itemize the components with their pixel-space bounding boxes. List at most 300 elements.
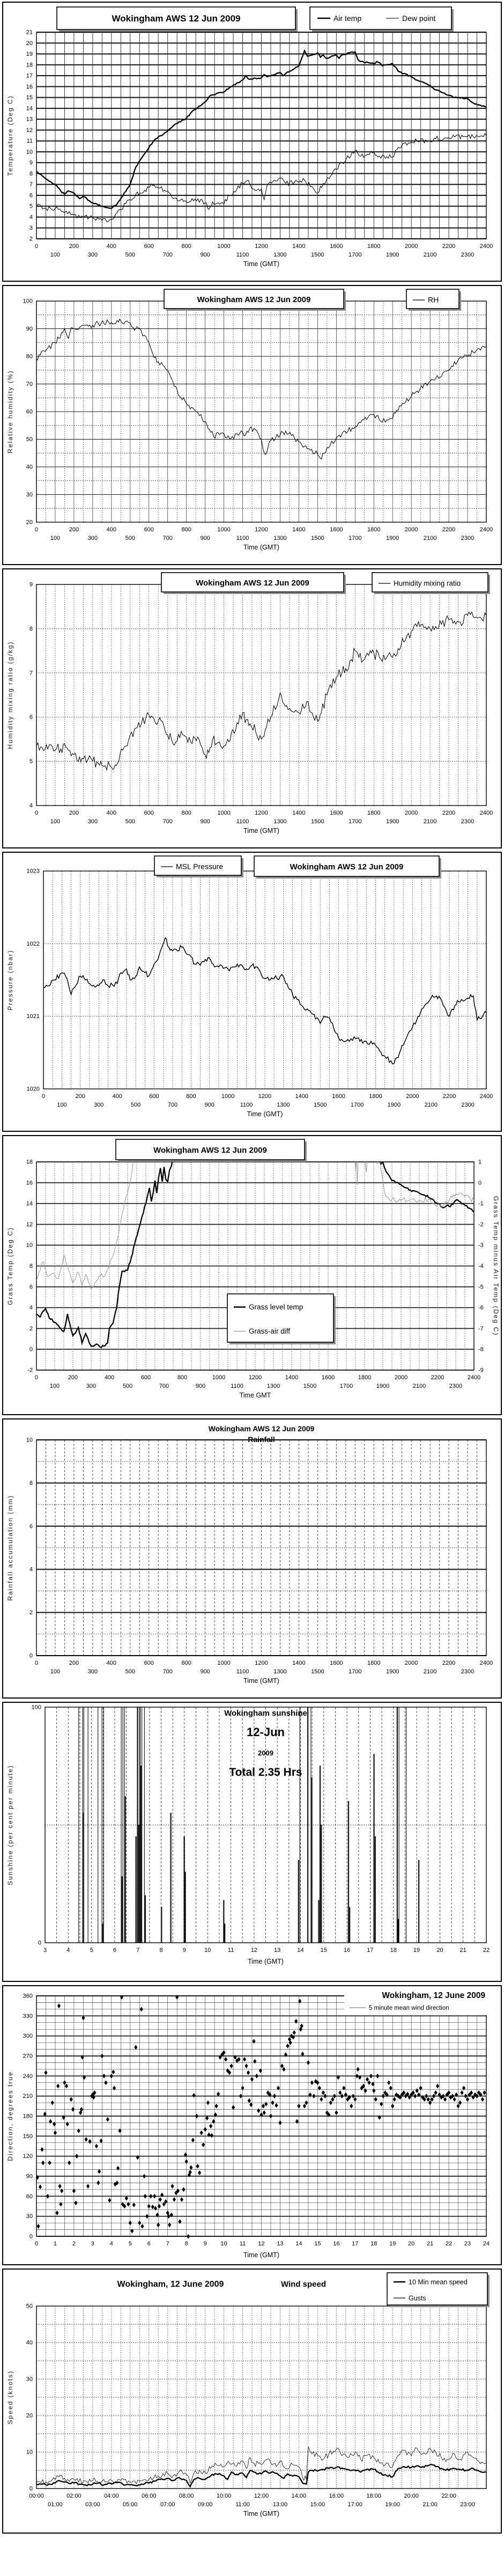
x-axis-tick-label: 0 <box>34 243 39 250</box>
x-axis-tick-label: 400 <box>106 810 117 816</box>
x-axis-tick-label: 1700 <box>349 252 362 258</box>
data-point-diamond <box>59 2202 62 2207</box>
x-axis-tick-label: 100 <box>50 1668 61 1675</box>
x-axis-tick-label: 2300 <box>461 1668 475 1675</box>
data-point-diamond <box>382 2094 385 2098</box>
sunshine-chart-panel <box>2 1702 502 1982</box>
data-point-diamond <box>127 2202 130 2207</box>
x-axis-tick-label: 16:00 <box>329 2493 344 2499</box>
x-axis-tick-label: 1400 <box>285 1374 299 1381</box>
x-axis-tick-label: 0 <box>34 810 39 816</box>
x-axis-tick-label: 400 <box>112 1093 122 1100</box>
y-axis-tick-label: 80 <box>26 353 33 360</box>
data-point-diamond <box>393 2097 396 2102</box>
x-axis-tick-label: 300 <box>86 1383 97 1389</box>
data-point-diamond <box>85 2137 88 2142</box>
data-point-diamond <box>68 2161 71 2165</box>
x-axis-tick-label: 500 <box>125 252 135 258</box>
data-point-diamond <box>206 2101 210 2105</box>
x-axis-tick-label: 1300 <box>273 252 287 258</box>
data-point-diamond <box>391 2104 394 2109</box>
x-axis-tick-label: 1700 <box>350 1102 364 1108</box>
data-point-diamond <box>436 2084 439 2089</box>
x-axis-tick-label: 2100 <box>423 535 437 541</box>
data-point-diamond <box>425 2094 428 2098</box>
x-axis-tick-label: 1100 <box>236 1668 249 1675</box>
x-axis-title: Time (GMT) <box>243 1677 279 1685</box>
data-point-diamond <box>380 2102 383 2106</box>
x-axis-tick-label: 200 <box>69 810 79 816</box>
data-point-diamond <box>282 2067 285 2072</box>
y-axis-right-tick-label: -9 <box>478 1367 484 1374</box>
x-axis-tick-label: 1700 <box>349 535 362 541</box>
x-axis-tick-label: 1100 <box>236 252 249 258</box>
data-point-diamond <box>277 2085 280 2090</box>
x-axis-title: Time (GMT) <box>243 2510 279 2518</box>
x-axis-tick-label: 0 <box>34 2241 39 2247</box>
data-point-diamond <box>352 2094 355 2098</box>
data-point-diamond <box>335 2110 338 2115</box>
chart-title-line: 12-Jun <box>247 1725 285 1739</box>
x-axis-tick-label: 0 <box>34 526 39 533</box>
x-axis-tick-label: 2300 <box>461 535 475 541</box>
data-point-diamond <box>293 2030 296 2035</box>
x-axis-tick-label: 600 <box>144 526 154 533</box>
x-axis-tick-label: 1500 <box>311 818 324 825</box>
x-axis-tick-label: 1900 <box>376 1383 390 1389</box>
x-axis-tick-label: 200 <box>68 1374 78 1381</box>
x-axis-tick-label: 23:00 <box>460 2501 475 2508</box>
y-axis-tick-label: 12 <box>26 127 33 134</box>
y-axis-tick-label: 19 <box>26 51 33 58</box>
data-point-diamond <box>173 2197 176 2202</box>
data-point-diamond <box>458 2101 462 2105</box>
y-axis-tick-label: 90 <box>26 2173 33 2180</box>
y-axis-tick-label: 18 <box>26 1159 33 1166</box>
x-axis-tick-label: 700 <box>159 1383 169 1389</box>
x-axis-title: Time (GMT) <box>243 2251 279 2259</box>
data-point-diamond <box>419 2085 423 2090</box>
y-axis-tick-label: 9 <box>29 159 33 166</box>
x-axis-tick-label: 19 <box>389 2241 396 2247</box>
legend-label: Grass-air diff <box>249 1327 291 1335</box>
x-axis-tick-label: 900 <box>200 818 210 825</box>
y-axis-tick-label: 270 <box>23 2053 33 2060</box>
y-axis-right-tick-label: -4 <box>478 1263 484 1270</box>
x-axis-tick-label: 500 <box>125 535 135 541</box>
data-point-diamond <box>329 2101 332 2105</box>
x-axis-tick-label: 1200 <box>255 810 268 816</box>
y-axis-tick-label: 20 <box>26 519 33 526</box>
wind-speed-chart-panel <box>2 2268 502 2534</box>
x-axis-tick-label: 1600 <box>321 1374 335 1381</box>
chart-title: Wokingham AWS 12 Jun 2009 <box>197 295 311 304</box>
y-axis-tick-label: 16 <box>26 1180 33 1187</box>
x-axis-tick-label: 2300 <box>449 1383 463 1389</box>
data-point-diamond <box>371 2082 374 2087</box>
data-point-diamond <box>481 2097 484 2102</box>
y-axis-title: Sunshine (per cent per minute) <box>6 1765 14 1885</box>
x-axis-tick-label: 18 <box>370 2241 377 2247</box>
legend-label: Grass level temp <box>249 1303 303 1311</box>
data-point-diamond <box>244 2063 248 2068</box>
x-axis-tick-label: 500 <box>125 818 135 825</box>
y-axis-tick-label: 70 <box>26 381 33 387</box>
data-point-diamond <box>294 2019 298 2024</box>
x-axis-tick-label: 2400 <box>479 1093 493 1100</box>
y-axis-tick-label: 5 <box>29 203 33 210</box>
data-point-diamond <box>262 2104 265 2109</box>
y-axis-tick-label: 210 <box>23 2093 33 2100</box>
x-axis-tick-label: 1600 <box>332 1093 345 1100</box>
data-point-diamond <box>286 2044 289 2048</box>
data-point-diamond <box>97 2180 100 2185</box>
x-axis-tick-label: 1600 <box>330 243 343 250</box>
y-axis-title: Rainfall accumulation (mm) <box>6 1495 14 1601</box>
data-point-diamond <box>60 2189 63 2193</box>
data-point-diamond <box>297 2104 300 2109</box>
y-axis-tick-label: 10 <box>26 2449 33 2456</box>
y-axis-tick-label: 1020 <box>26 1086 40 1093</box>
x-axis-title: Time (GMT) <box>243 827 279 835</box>
x-axis-tick-label: 300 <box>87 1668 98 1675</box>
x-axis-tick-label: 1900 <box>386 252 399 258</box>
x-axis-tick-label: 7 <box>136 1947 140 1953</box>
y-axis-tick-label: 4 <box>29 802 33 809</box>
x-axis-tick-label: 900 <box>200 252 210 258</box>
y-axis-tick-label: 7 <box>29 181 33 188</box>
x-axis-tick-label: 400 <box>106 243 117 250</box>
data-point-diamond <box>51 2101 54 2105</box>
x-axis-tick-label: 0 <box>34 1660 39 1666</box>
data-point-diamond <box>149 2194 152 2199</box>
y-axis-tick-label: 240 <box>23 2073 33 2080</box>
x-axis-title: Time (GMT) <box>243 260 279 268</box>
x-axis-tick-label: 400 <box>104 1374 115 1381</box>
data-point-diamond <box>248 2098 251 2103</box>
data-point-diamond <box>72 2189 76 2193</box>
x-axis-tick-label: 03:00 <box>85 2501 100 2508</box>
chart-title: Wokingham AWS 12 Jun 2009 <box>112 13 241 24</box>
data-point-diamond <box>100 2054 103 2059</box>
y-axis-tick-label: 8 <box>29 625 33 632</box>
data-point-diamond <box>372 2088 375 2093</box>
data-point-diamond <box>413 2094 417 2098</box>
x-axis-tick-label: 1700 <box>339 1383 353 1389</box>
x-axis-tick-label: 500 <box>130 1102 141 1108</box>
rainfall-chart-panel <box>2 1418 502 1699</box>
x-axis-tick-label: 2400 <box>479 1660 493 1666</box>
x-axis-tick-label: 21 <box>459 1947 466 1953</box>
x-axis-tick-label: 2100 <box>412 1383 426 1389</box>
data-point-diamond <box>249 2102 253 2107</box>
chart-subtitle: Wind speed <box>280 2280 327 2289</box>
x-axis-tick-label: 200 <box>69 1660 79 1666</box>
x-axis-tick-label: 300 <box>87 818 98 825</box>
legend-label: RH <box>428 295 439 304</box>
x-axis-tick-label: 17 <box>352 2241 359 2247</box>
x-axis-tick-label: 7 <box>166 2241 169 2247</box>
y-axis-tick-label: 1021 <box>26 1013 40 1020</box>
x-axis-tick-label: 18 <box>390 1947 397 1953</box>
data-point-diamond <box>387 2080 390 2085</box>
y-axis-tick-label: 13 <box>26 116 33 123</box>
wind-direction-chart <box>3 1986 501 2264</box>
x-axis-tick-label: 2 <box>72 2241 76 2247</box>
data-point-diamond <box>191 2138 195 2142</box>
y-axis-tick-label: 8 <box>29 170 33 177</box>
data-point-diamond <box>318 2085 321 2090</box>
x-axis-tick-label: 0 <box>34 1374 39 1381</box>
chart-title: Wokingham, 12 June 2009 <box>382 1991 485 2000</box>
x-axis-tick-label: 1000 <box>212 1374 226 1381</box>
y-axis-tick-label: -2 <box>27 1367 33 1374</box>
x-axis-tick-label: 1100 <box>236 818 249 825</box>
data-point-diamond <box>63 2080 66 2085</box>
x-axis-tick-label: 1000 <box>217 243 231 250</box>
x-axis-tick-label: 3 <box>43 1947 47 1953</box>
y-axis-tick-label: 17 <box>26 72 33 79</box>
y-axis-tick-label: 180 <box>23 2113 33 2120</box>
y-axis-title: Grass Temp (Deg C) <box>6 1227 14 1305</box>
data-point-diamond <box>74 2200 77 2205</box>
y-axis-tick-label: 150 <box>23 2133 33 2140</box>
x-axis-tick-label: 1800 <box>367 1660 381 1666</box>
y-axis-right-tick-label: -6 <box>478 1305 484 1312</box>
data-point-diamond <box>130 2229 134 2234</box>
data-point-diamond <box>374 2097 377 2102</box>
data-point-diamond <box>340 2094 344 2098</box>
data-point-diamond <box>118 2128 121 2133</box>
data-point-diamond <box>209 2124 212 2128</box>
data-point-diamond <box>241 2085 244 2090</box>
x-axis-tick-label: 2400 <box>479 243 493 250</box>
x-axis-tick-label: 12 <box>258 2241 265 2247</box>
data-point-diamond <box>269 2114 272 2119</box>
x-axis-tick-label: 800 <box>186 1093 196 1100</box>
x-axis-tick-label: 200 <box>69 243 79 250</box>
data-point-diamond <box>210 2133 213 2138</box>
chart-title-line: Wokingham AWS 12 Jun 2009 <box>208 1424 315 1433</box>
x-axis-tick-label: 1400 <box>292 526 306 533</box>
data-point-diamond <box>432 2094 435 2098</box>
y-axis-tick-label: 0 <box>29 1346 33 1353</box>
y-axis-tick-label: 5 <box>29 758 33 765</box>
y-axis-tick-label: 0 <box>29 2485 33 2492</box>
data-point-diamond <box>187 2234 190 2239</box>
x-axis-tick-label: 1200 <box>255 243 268 250</box>
chart-title: Wokingham AWS 12 Jun 2009 <box>153 1146 267 1155</box>
data-point-diamond <box>182 2187 185 2192</box>
data-point-diamond <box>253 2059 256 2064</box>
x-axis-tick-label: 800 <box>181 1660 191 1666</box>
y-axis-right-tick-label: -5 <box>478 1284 484 1291</box>
x-axis-tick-label: 21 <box>427 2241 434 2247</box>
data-point-diamond <box>88 2139 92 2144</box>
chart-title-line: Rainfall <box>248 1435 275 1444</box>
y-axis-tick-label: 20 <box>26 40 33 47</box>
x-axis-tick-label: 2400 <box>479 810 493 816</box>
y-axis-tick-label: 18 <box>26 62 33 69</box>
data-point-diamond <box>39 2185 42 2190</box>
chart-title-line: 2009 <box>258 1749 273 1757</box>
data-point-diamond <box>350 2104 353 2109</box>
x-axis-tick-label: 1200 <box>255 1660 268 1666</box>
y-axis-tick-label: 11 <box>26 138 33 145</box>
data-point-diamond <box>252 2039 255 2044</box>
data-point-diamond <box>75 2154 78 2158</box>
x-axis-tick-label: 1300 <box>273 818 287 825</box>
data-point-diamond <box>104 2080 107 2085</box>
x-axis-tick-label: 1200 <box>255 526 268 533</box>
data-point-diamond <box>143 2174 146 2179</box>
data-point-diamond <box>168 2222 171 2227</box>
data-point-diamond <box>189 2165 192 2170</box>
x-axis-tick-label: 2100 <box>423 818 437 825</box>
data-point-diamond <box>46 2194 49 2199</box>
data-point-diamond <box>224 2057 227 2062</box>
data-point-diamond <box>49 2119 52 2124</box>
y-axis-tick-label: 16 <box>26 83 33 90</box>
x-axis-tick-label: 200 <box>69 526 79 533</box>
air-temp-dew-point-chart-panel <box>2 2 502 282</box>
x-axis-tick-label: 19:00 <box>385 2501 400 2508</box>
data-point-diamond <box>453 2097 456 2102</box>
x-axis-tick-label: 800 <box>181 526 191 533</box>
x-axis-tick-label: 700 <box>162 252 173 258</box>
chart-title: Wokingham, 12 June 2009 <box>117 2280 224 2289</box>
data-point-diamond <box>158 2204 161 2209</box>
data-point-diamond <box>198 2170 201 2175</box>
data-point-diamond <box>77 2128 80 2133</box>
y-axis-tick-label: 8 <box>29 1263 33 1270</box>
y-axis-tick-label: 40 <box>26 2339 33 2346</box>
x-axis-tick-label: 100 <box>50 535 61 541</box>
data-point-diamond <box>100 2139 103 2143</box>
x-axis-tick-label: 900 <box>200 535 210 541</box>
data-point-diamond <box>229 2063 233 2068</box>
x-axis-tick-label: 6 <box>147 2241 151 2247</box>
data-point-diamond <box>323 2094 327 2098</box>
x-axis-tick-label: 1600 <box>330 810 343 816</box>
x-axis-tick-label: 700 <box>167 1102 178 1108</box>
y-axis-right-tick-label: 1 <box>478 1159 482 1166</box>
x-axis-tick-label: 12 <box>250 1947 257 1953</box>
data-point-diamond <box>431 2097 434 2102</box>
data-point-diamond <box>364 2088 367 2093</box>
humidity-mixing-ratio-chart-panel <box>2 568 502 848</box>
y-axis-tick-label: 10 <box>26 149 33 156</box>
x-axis-tick-label: 1100 <box>231 1383 243 1389</box>
x-axis-tick-label: 13 <box>277 2241 284 2247</box>
x-axis-tick-label: 300 <box>94 1102 104 1108</box>
x-axis-tick-label: 00:00 <box>29 2493 44 2499</box>
data-point-diamond <box>129 2221 132 2226</box>
y-axis-tick-label: 50 <box>26 2303 33 2310</box>
y-axis-tick-label: 8 <box>29 1480 33 1487</box>
y-axis-tick-label: 12 <box>26 1221 33 1228</box>
x-axis-tick-label: 10:00 <box>216 2493 232 2499</box>
chart-title: Wokingham AWS 12 Jun 2009 <box>196 579 309 588</box>
y-axis-tick-label: 100 <box>31 1704 41 1711</box>
scatter-series-0 <box>36 1995 486 2238</box>
x-axis-tick-label: 1800 <box>367 810 381 816</box>
x-axis-tick-label: 22:00 <box>441 2493 456 2499</box>
data-point-diamond <box>56 2084 60 2089</box>
y-axis-tick-label: 3 <box>29 225 33 232</box>
data-point-diamond <box>106 2117 109 2122</box>
x-axis-tick-label: 6 <box>113 1947 117 1953</box>
x-axis-tick-label: 2200 <box>442 1660 456 1666</box>
y-axis-tick-label: 50 <box>26 436 33 443</box>
wind-direction-chart-panel <box>2 1985 502 2265</box>
x-axis-tick-label: 100 <box>57 1102 67 1108</box>
x-axis-tick-label: 22 <box>445 2241 453 2247</box>
chart-title-line: Total 2.35 Hrs <box>229 1766 302 1779</box>
data-point-diamond <box>202 2142 205 2147</box>
data-point-diamond <box>134 2045 137 2050</box>
data-point-diamond <box>278 2120 281 2125</box>
x-axis-tick-label: 2100 <box>424 1102 438 1108</box>
x-axis-tick-label: 800 <box>181 243 191 250</box>
legend-label: 5 minute mean wind direction <box>369 2005 449 2011</box>
y-axis-tick-label: 90 <box>26 326 33 332</box>
grass-temp-chart-panel <box>2 1135 502 1415</box>
x-axis-tick-label: 1600 <box>330 526 343 533</box>
data-point-diamond <box>132 2202 136 2207</box>
x-axis-tick-label: 100 <box>50 252 61 258</box>
data-point-diamond <box>44 2070 47 2075</box>
wind-speed-chart <box>3 2270 501 2533</box>
x-axis-tick-label: 2400 <box>479 526 493 533</box>
x-axis-tick-label: 8 <box>184 2241 188 2247</box>
data-point-diamond <box>140 2007 143 2011</box>
x-axis-tick-label: 1900 <box>386 535 399 541</box>
x-axis-tick-label: 2200 <box>442 243 456 250</box>
data-point-diamond <box>71 2107 75 2112</box>
data-point-diamond <box>333 2094 336 2098</box>
x-axis-tick-label: 06:00 <box>141 2493 157 2499</box>
y-axis-tick-label: 30 <box>26 2213 33 2220</box>
x-axis-tick-label: 1000 <box>217 810 231 816</box>
data-point-diamond <box>102 2074 106 2079</box>
data-point-diamond <box>466 2097 469 2102</box>
x-axis-tick-label: 1800 <box>367 526 381 533</box>
y-axis-tick-label: 14 <box>26 1201 33 1208</box>
y-axis-tick-label: 2 <box>29 1325 33 1332</box>
y-axis-title: Direction, degrees true <box>6 2071 14 2161</box>
x-axis-tick-label: 300 <box>87 252 98 258</box>
x-axis-tick-label: 16 <box>343 1947 351 1953</box>
data-point-diamond <box>389 2085 392 2090</box>
data-point-diamond <box>48 2161 51 2165</box>
legend-label: Gusts <box>409 2294 426 2302</box>
x-axis-tick-label: 3 <box>91 2241 94 2247</box>
data-point-diamond <box>259 2068 262 2073</box>
data-point-diamond <box>483 2090 486 2095</box>
x-axis-tick-label: 400 <box>106 526 117 533</box>
data-point-diamond <box>200 2131 203 2135</box>
data-point-diamond <box>185 2159 188 2164</box>
x-axis-tick-label: 9 <box>182 1947 186 1953</box>
data-point-diamond <box>113 2085 116 2090</box>
x-axis-tick-label: 13:00 <box>272 2501 288 2508</box>
data-point-diamond <box>247 2070 250 2075</box>
x-axis-tick-label: 15 <box>320 1947 327 1953</box>
data-point-diamond <box>86 2184 90 2189</box>
x-axis-tick-label: 22 <box>483 1947 490 1953</box>
x-axis-tick-label: 18:00 <box>366 2493 382 2499</box>
